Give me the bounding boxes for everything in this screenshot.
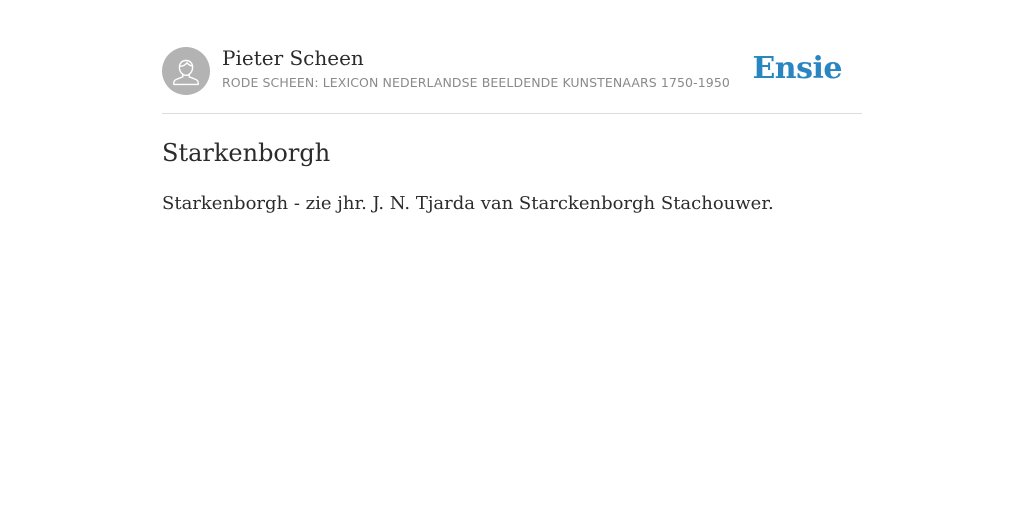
author-name[interactable]: Pieter Scheen xyxy=(222,46,364,70)
entry-body: Starkenborgh - zie jhr. J. N. Tjarda van Starckenborgh Stachouwer. xyxy=(162,193,774,214)
entry-header xyxy=(162,0,862,114)
page xyxy=(162,0,862,214)
source-title[interactable]: RODE SCHEEN: LEXICON NEDERLANDSE BEELDENDE KUNSTENAARS 1750-1950 xyxy=(222,75,730,90)
ensie-logo[interactable]: Ensie xyxy=(752,51,842,86)
author-avatar[interactable] xyxy=(162,47,210,95)
entry-title: Starkenborgh xyxy=(162,139,331,167)
user-silhouette-icon xyxy=(162,47,210,95)
